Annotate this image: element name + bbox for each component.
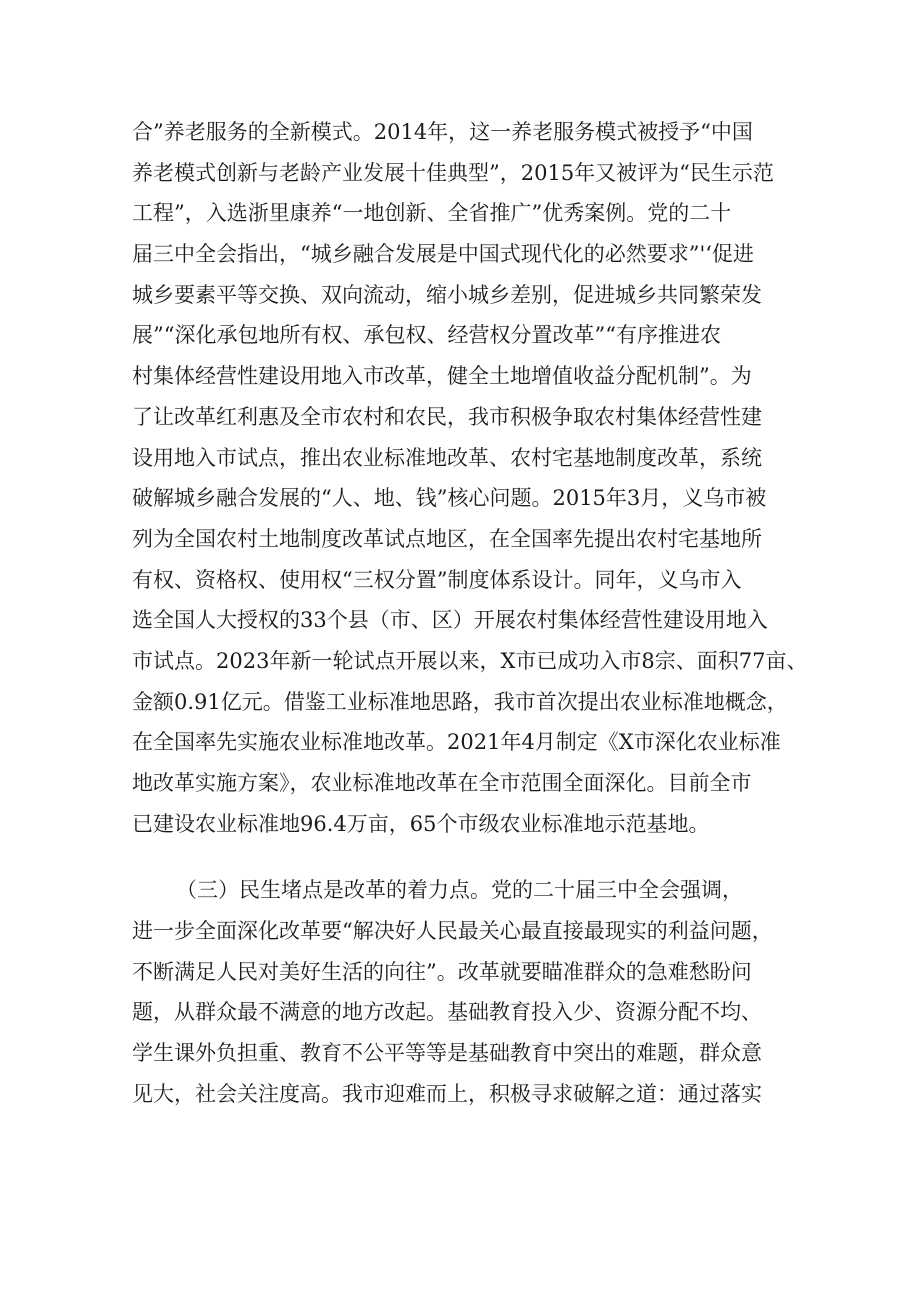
- paragraph-spacer: [132, 844, 792, 870]
- paragraph-line: 养老模式创新与老龄产业发展十佳典型”，2015年又被评为“民生示范: [132, 160, 774, 185]
- paragraph-line: 展”“深化承包地所有权、承包权、经营权分置改革”“有序推进农: [132, 323, 721, 348]
- section-heading-line: （三）民生堵点是改革的着力点。党的二十届三中全会强调，: [176, 878, 743, 903]
- paragraph-livelihood-reform: [132, 870, 792, 1114]
- paragraph-line: 设用地入市试点，推出农业标准地改革、农村宅基地制度改革，系统: [132, 445, 762, 470]
- paragraph-line: 城乡要素平等交换、双向流动，缩小城乡差别，促进城乡共同繁荣发: [132, 282, 762, 307]
- paragraph-line: 在全国率先实施农业标准地改革。2021年4月制定《X市深化农业标准: [132, 730, 781, 755]
- paragraph-line: 已建设农业标准地96.4万亩，65个市级农业标准地示范基地。: [132, 811, 710, 836]
- paragraph-line: 学生课外负担重、教育不公平等等是基础教育中突出的难题，群众意: [132, 1041, 762, 1066]
- paragraph-line: 金额0.91亿元。借鉴工业标准地思路，我市首次提出农业标准地概念，: [132, 689, 788, 714]
- paragraph-line: 选全国人大授权的33个县（市、区）开展农村集体经营性建设用地入: [132, 608, 768, 633]
- paragraph-line: 有权、资格权、使用权“三权分置”制度体系设计。同年，义乌市入: [132, 567, 742, 592]
- paragraph-line: 见大，社会关注度高。我市迎难而上，积极寻求破解之道：通过落实: [132, 1081, 762, 1106]
- paragraph-line: 工程”，入选浙里康养“一地创新、全省推广”优秀案例。党的二十: [132, 201, 732, 226]
- paragraph-line: 了让改革红利惠及全市农村和农民，我市积极争取农村集体经营性建: [132, 404, 762, 429]
- paragraph-pension-and-land-reform: [132, 112, 808, 844]
- paragraph-line: 题，从群众最不满意的地方改起。基础教育投入少、资源分配不均、: [132, 1000, 762, 1025]
- paragraph-line: 进一步全面深化改革要“解决好人民最关心最直接最现实的利益问题，: [132, 919, 773, 944]
- document-body: [132, 112, 808, 1115]
- paragraph-line: 村集体经营性建设用地入市改革，健全土地增值收益分配机制”。为: [132, 364, 752, 389]
- paragraph-line: 届三中全会指出，“城乡融合发展是中国式现代化的必然要求”'‘促进: [132, 242, 754, 267]
- paragraph-line: 市试点。2023年新一轮试点开展以来，X市已成功入市8宗、面积77亩、: [132, 648, 808, 673]
- paragraph-line: 合”养老服务的全新模式。2014年，这一养老服务模式被授予“中国: [132, 120, 753, 144]
- paragraph-line: 列为全国农村土地制度改革试点地区，在全国率先提出农村宅基地所: [132, 526, 762, 551]
- paragraph-line: 不断满足人民对美好生活的向往”。改革就要瞄准群众的急难愁盼问: [132, 959, 752, 984]
- paragraph-line: 地改革实施方案》，农业标准地改革在全市范围全面深化。目前全市: [132, 771, 752, 795]
- paragraph-line: 破解城乡融合发展的“人、地、钱”核心问题。2015年3月，义乌市被: [132, 486, 767, 511]
